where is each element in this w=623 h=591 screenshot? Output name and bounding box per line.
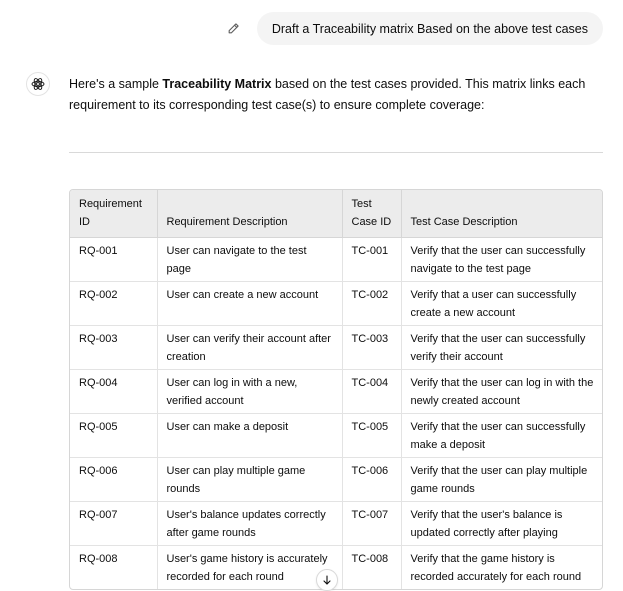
- cell-test-case-id: TC-008: [342, 546, 401, 590]
- arrow-down-icon: [321, 574, 333, 586]
- cell-requirement-id: RQ-008: [70, 546, 157, 590]
- header-requirement-description: Requirement Description: [157, 190, 342, 238]
- cell-test-case-id: TC-002: [342, 282, 401, 326]
- cell-test-case-id: TC-006: [342, 458, 401, 502]
- table-row: [70, 238, 603, 282]
- chatgpt-logo-icon: [26, 72, 50, 96]
- table-row: [70, 502, 603, 546]
- assistant-intro-text: [69, 74, 589, 116]
- cell-test-case-description: Verify that the game history is recorded accurately for each round: [410, 553, 582, 583]
- cell-requirement-description: User can make a deposit: [157, 414, 342, 458]
- cell-test-case-id: TC-005: [342, 414, 401, 458]
- cell-test-case-description: Verify that the user can successfully navigate to the test page: [401, 238, 603, 282]
- cell-test-case-description: Verify that a user can successfully create a new account: [401, 282, 603, 326]
- user-message-row: [225, 12, 603, 45]
- cell-test-case-id: TC-003: [342, 326, 401, 370]
- header-tc-id-line1: Test: [351, 198, 372, 210]
- cell-requirement-id: RQ-005: [70, 414, 157, 458]
- cell-test-case-id: TC-007: [342, 502, 401, 546]
- cell-test-case-description: Verify that the user's balance is updated correctly after playing: [401, 502, 603, 546]
- cell-requirement-id: RQ-004: [70, 370, 157, 414]
- cell-test-case-id: TC-001: [342, 238, 401, 282]
- header-req-id-line1: Requirement: [79, 198, 142, 210]
- table-row: [70, 458, 603, 502]
- cell-requirement-id: RQ-002: [70, 282, 157, 326]
- header-req-id-line2: ID: [79, 216, 90, 228]
- cell-requirement-description: User can create a new account: [157, 282, 342, 326]
- table-row: [70, 370, 603, 414]
- user-message-bubble: Draft a Traceability matrix Based on the above test cases: [257, 12, 603, 45]
- cell-requirement-description: User can log in with a new, verified account: [157, 370, 342, 414]
- cell-requirement-id: RQ-001: [70, 238, 157, 282]
- table-body: [70, 238, 603, 590]
- cell-requirement-id: RQ-006: [70, 458, 157, 502]
- table-row: [70, 414, 603, 458]
- cell-test-case-description: Verify that the user can successfully verify their account: [401, 326, 603, 370]
- cell-test-case-description: Verify that the user can play multiple game rounds: [401, 458, 603, 502]
- traceability-table-container: [69, 189, 603, 590]
- intro-prefix: Here's a sample: [69, 77, 163, 91]
- cell-requirement-description: User can navigate to the test page: [157, 238, 342, 282]
- pencil-icon[interactable]: [225, 20, 243, 38]
- cell-requirement-description: User can play multiple game rounds: [157, 458, 342, 502]
- header-test-case-id: [342, 190, 401, 238]
- cell-requirement-id: RQ-003: [70, 326, 157, 370]
- cell-test-case-description: Verify that the user can log in with the newly created account: [401, 370, 603, 414]
- header-test-case-description: Test Case Description: [401, 190, 603, 238]
- cell-test-case-id: TC-004: [342, 370, 401, 414]
- cell-requirement-description: User can verify their account after creation: [157, 326, 342, 370]
- cell-requirement-id: RQ-007: [70, 502, 157, 546]
- traceability-matrix-table: [70, 190, 603, 589]
- cell-requirement-description: User's game history is accurately recorded for each round: [157, 546, 342, 590]
- horizontal-divider: [69, 152, 603, 153]
- header-tc-id-line2: Case ID: [351, 216, 392, 228]
- table-header-row: [70, 190, 603, 238]
- intro-suffix: based on the test cases provided. This matrix links each requirement to its corresponding test case(s) to ensure complete coverage:: [69, 77, 586, 112]
- intro-bold-term: Traceability Matrix: [162, 77, 272, 91]
- header-requirement-id: [70, 190, 157, 238]
- cell-requirement-description: User's balance updates correctly after game rounds: [157, 502, 342, 546]
- table-row: [70, 326, 603, 370]
- table-row: [70, 282, 603, 326]
- cell-test-case-description: Verify that the user can successfully make a deposit: [401, 414, 603, 458]
